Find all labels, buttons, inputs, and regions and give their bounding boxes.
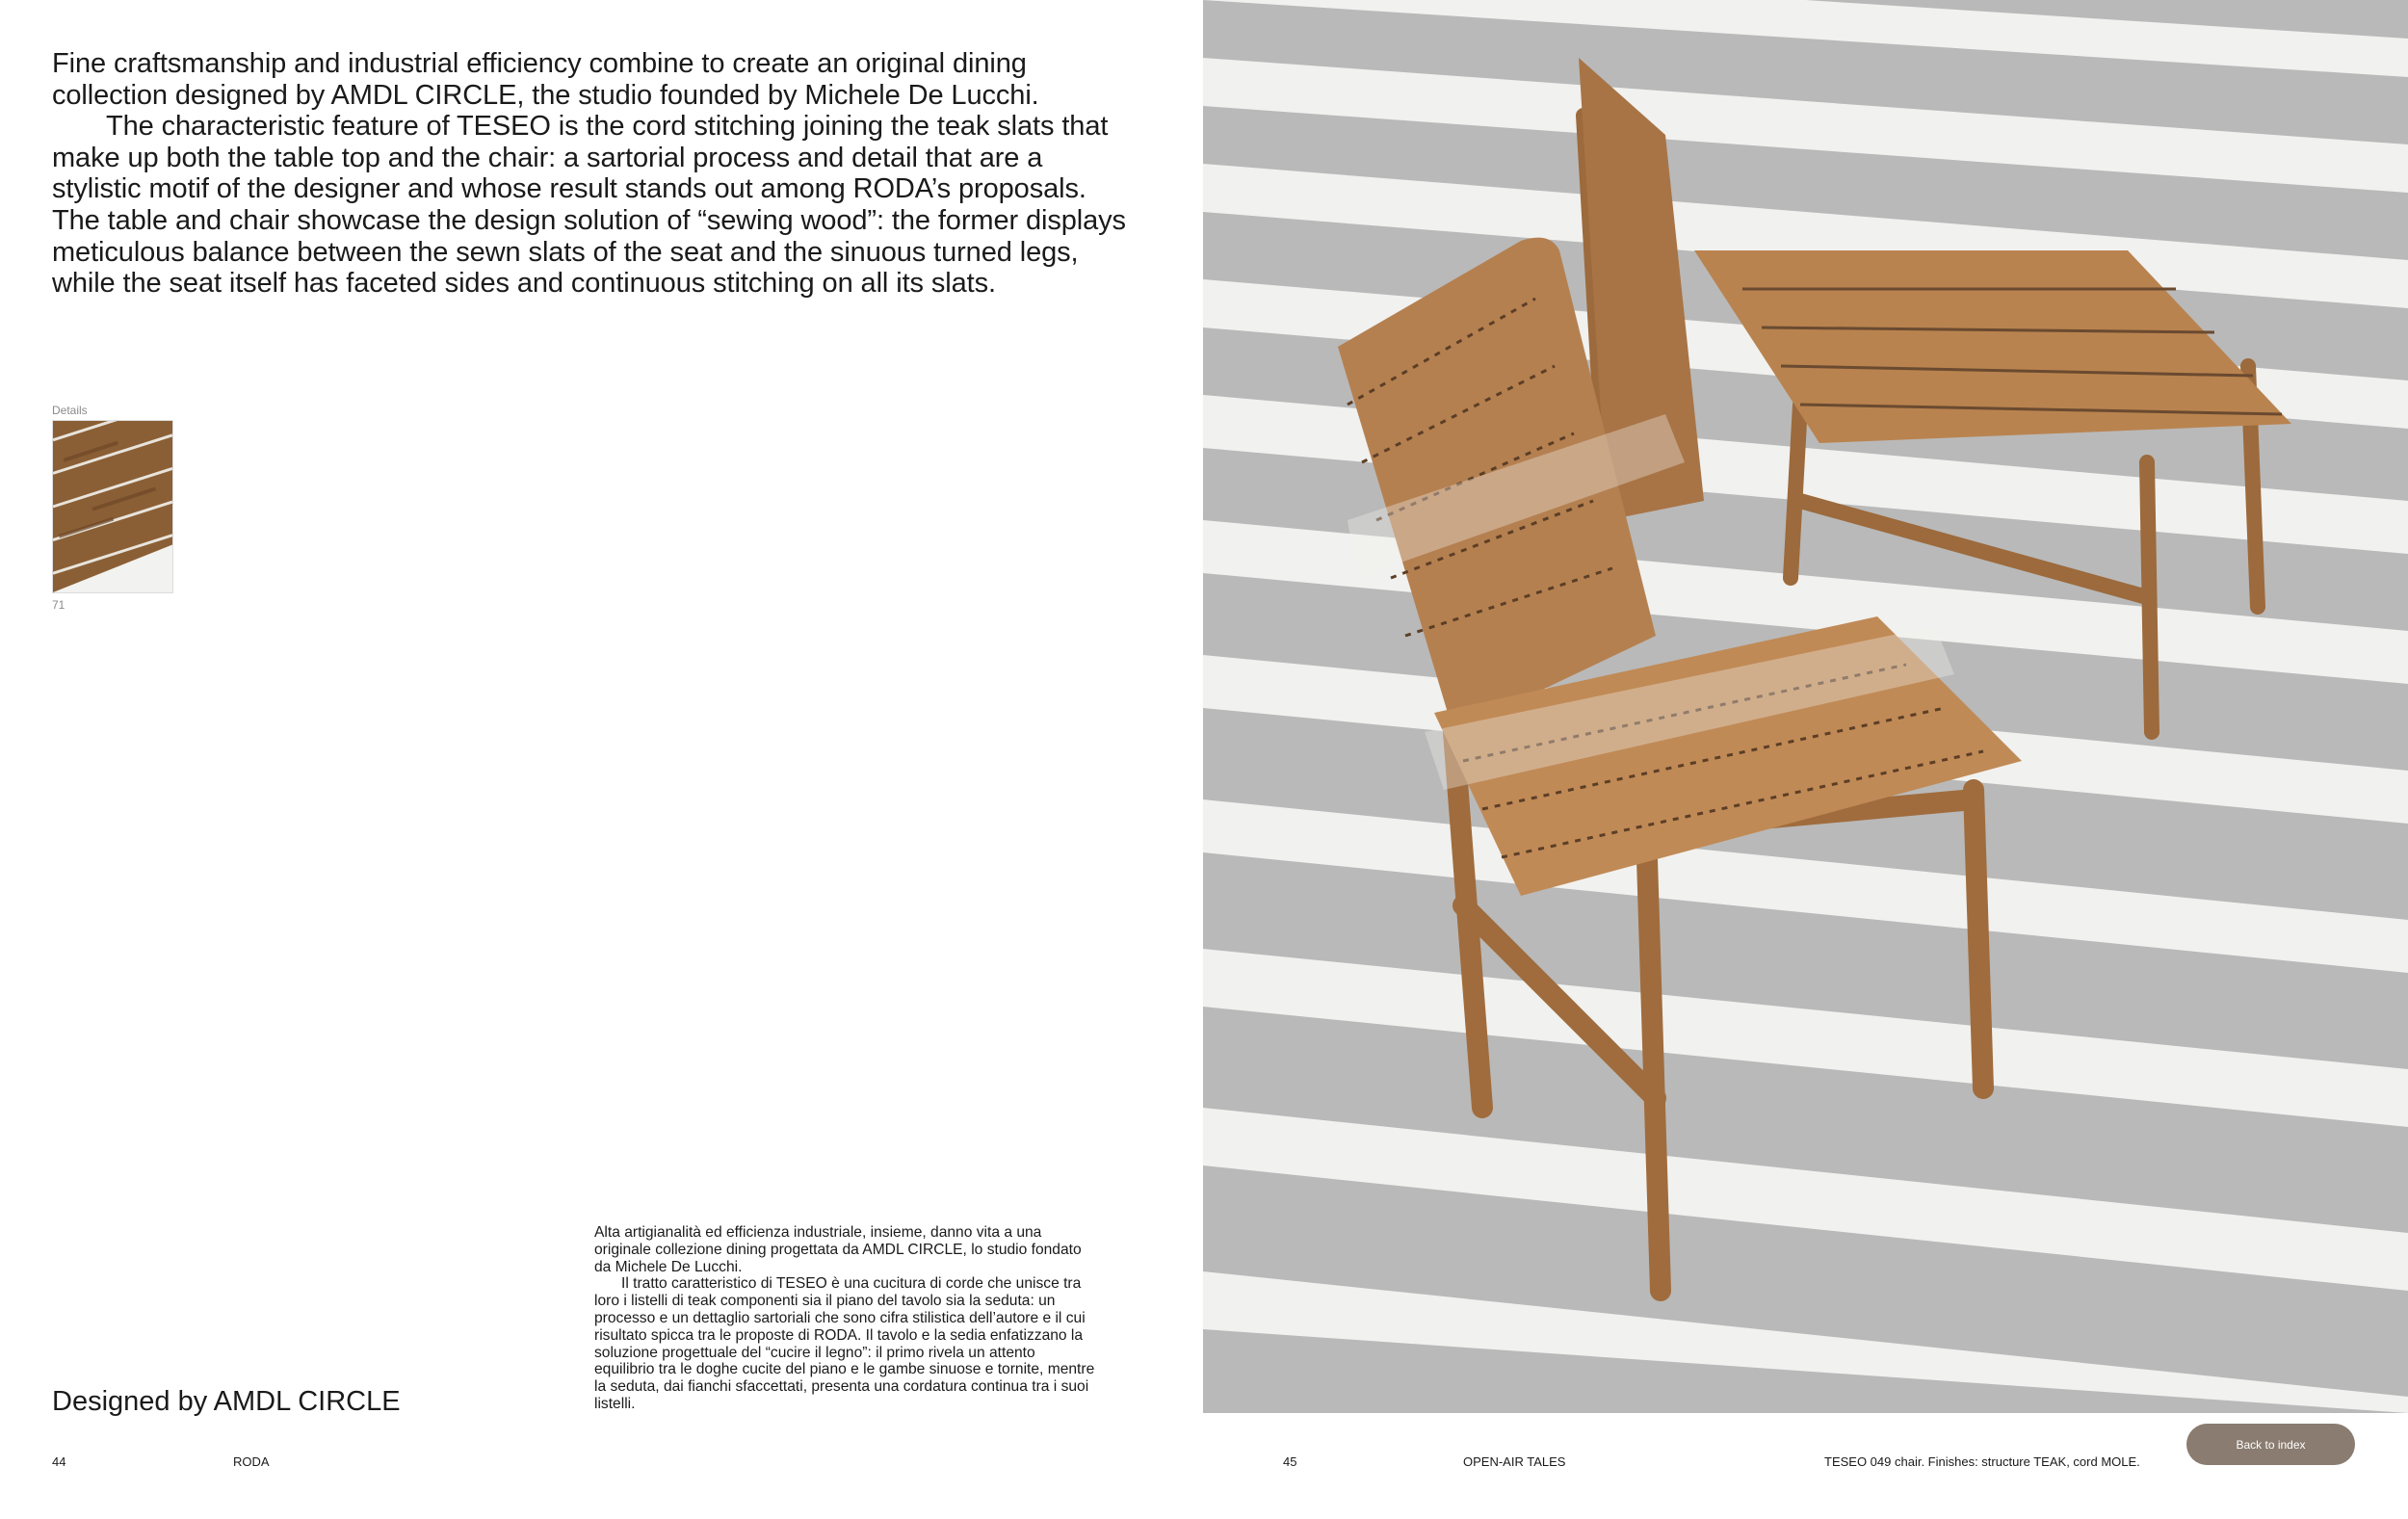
section-label: OPEN-AIR TALES [1463,1454,1566,1469]
right-page [1203,0,2408,1519]
details-page-number: 71 [52,598,65,612]
teak-detail-image [53,421,172,592]
back-to-index-button[interactable]: Back to index [2186,1424,2355,1465]
right-page-number: 45 [1283,1454,1297,1469]
italian-paragraph-2: Il tratto caratteristico di TESEO è una cucitura di corde che unisce tra loro i listelli di teak componenti sia il piano del tavolo sia la seduta: un processo e un dettaglio sartoriali che sono cifra stilistica dell’autore e il cui risultato spicca tra le proposte di RODA. Il tavolo e la sedia enfatizzano la soluzione progettuale del “cucire il legno”: il primo rivela un attento equilibrio tra le doghe cucite del piano e le gambe sinuose e tornite, mentre la seduta, dai fianchi sfaccettati, presenta una cordatura continua tra i suoi listelli. [594,1275,1095,1412]
designed-by-heading: Designed by AMDL CIRCLE [52,1386,401,1417]
photo-caption: TESEO 049 chair. Finishes: structure TEAK, cord MOLE. [1824,1454,2140,1469]
left-page [0,0,1203,1519]
intro-paragraph-1: Fine craftsmanship and industrial efficiency combine to create an original dining collection designed by AMDL CIRCLE, the studio founded by Michele De Lucchi. [52,48,1039,111]
italian-text [594,1224,1095,1413]
italian-paragraph-1: Alta artigianalità ed efficienza industriale, insieme, danno vita a una originale collezione dining progettata da AMDL CIRCLE, lo studio fondato da Michele De Lucchi. [594,1224,1082,1275]
intro-paragraph-2: The characteristic feature of TESEO is the cord stitching joining the teak slats that make up both the table top and the chair: a sartorial process and detail that are a stylistic motif of the designer and whose result stands out among RODA’s proposals. The table and chair showcase the design solution of “sewing wood”: the former displays meticulous balance between the sewn slats of the seat and the sinuous turned legs, while the seat itself has faceted sides and continuous stitching on all its slats. [52,111,1126,300]
chair-photo [1203,0,2408,1413]
intro-text [52,48,1131,300]
details-label: Details [52,404,88,417]
left-page-number: 44 [52,1454,66,1469]
brand-label: RODA [233,1454,270,1469]
details-thumbnail[interactable] [52,420,173,593]
